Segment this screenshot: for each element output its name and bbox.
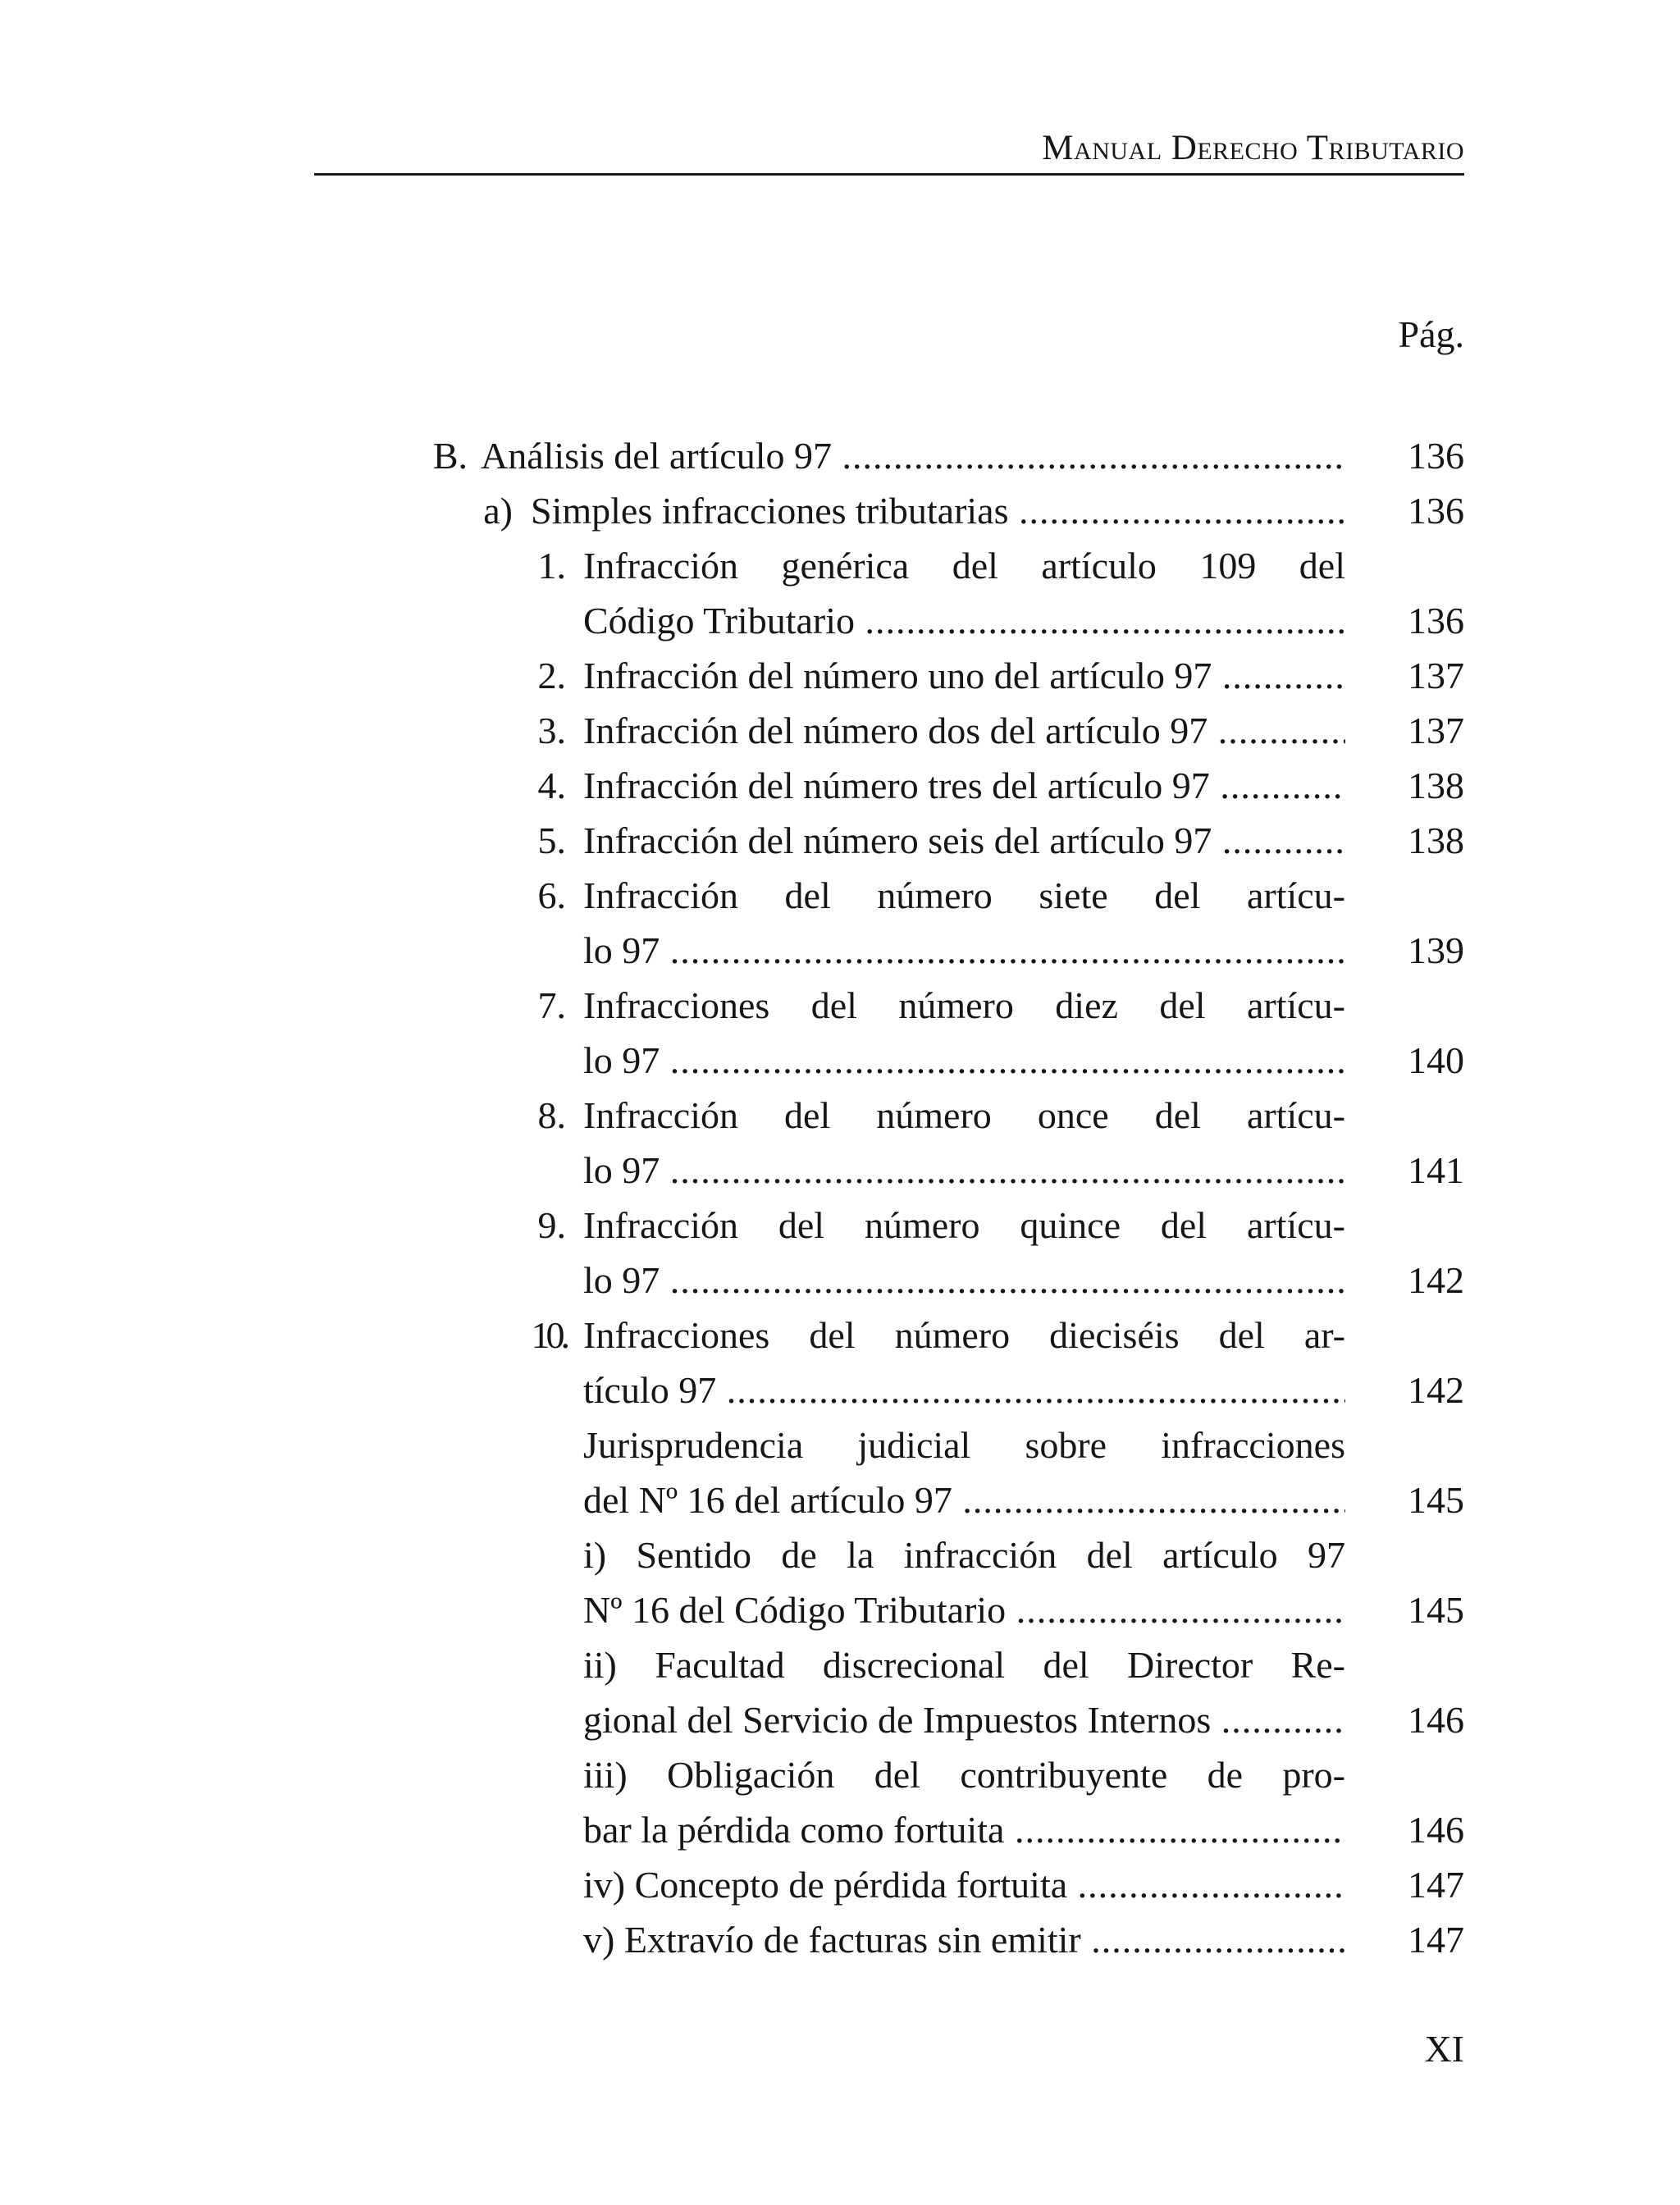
toc-entry-page: 142 [1408,1369,1464,1411]
toc-entry-title: tículo 97 ..... [583,1363,1345,1418]
toc-entry-title: bar la pérdida como fortuita ..... [583,1802,1345,1857]
toc-entry-number: 8. [537,1094,566,1136]
toc-entry-row-continued [0,868,1680,923]
toc-entry-row [0,1582,1680,1637]
toc-entry-row-continued [0,538,1680,593]
toc-entry-title: iii) Obligación del contribuyente de pro- [583,1754,1345,1796]
toc-entry-page: 146 [1408,1699,1464,1741]
toc-entry-title: Jurisprudencia judicial sobre infracciones [583,1424,1345,1466]
toc-entry-page: 145 [1408,1479,1464,1521]
toc-entry-title: Simples infracciones tributarias ..... [531,483,1345,538]
toc-entry-number: 6. [537,874,566,916]
toc-entry-row [0,1143,1680,1198]
toc-entry-title: v) Extravío de facturas sin emitir ..... [583,1912,1345,1967]
toc-entry-page: 138 [1408,819,1464,861]
toc-entry-title: Infracción del número seis del artículo 97 ..... [583,813,1345,868]
toc-entry-row [0,483,1680,538]
page-column-label: Pág. [1398,313,1464,355]
toc-entry-page: 136 [1408,600,1464,641]
toc-entry-title: i) Sentido de la infracción del artículo 97 [583,1534,1345,1576]
toc-entry-number: 2. [537,655,566,696]
toc-entry-page: 137 [1408,710,1464,751]
toc-entry-number: B. [432,435,468,477]
toc-entry-page: 145 [1408,1589,1464,1631]
toc-entry-title: ii) Facultad discrecional del Director Re- [583,1644,1345,1686]
toc-entry-page: 146 [1408,1809,1464,1851]
toc-entry-row-continued [0,1637,1680,1692]
toc-entry-page: 147 [1408,1864,1464,1906]
toc-entry-row [0,593,1680,648]
toc-entry-row [0,428,1680,483]
toc-entry-row [0,1363,1680,1418]
toc-entry-title: lo 97 ..... [583,1143,1345,1198]
toc-entry-page: 141 [1408,1149,1464,1191]
toc-entry-title: Infracción del número dos del artículo 97 ..... [583,703,1345,758]
toc-entry-row [0,648,1680,703]
toc-entry-page: 147 [1408,1919,1464,1961]
toc-entry-row [0,1802,1680,1857]
toc-entry-row [0,923,1680,978]
toc-entry-title: iv) Concepto de pérdida fortuita ..... [583,1857,1345,1912]
toc-entry-row [0,813,1680,868]
toc-entry-row-continued [0,1747,1680,1802]
page-folio: XI [1424,2028,1464,2070]
toc-entry-row-continued [0,978,1680,1033]
toc-entry-number: 4. [537,765,566,806]
toc-entry-row [0,1472,1680,1527]
toc-entry-page: 136 [1408,490,1464,532]
toc-entry-row-continued [0,1198,1680,1253]
toc-entry-title: Código Tributario ..... [583,593,1345,648]
toc-entry-title: Infracción del número quince del artícu- [583,1204,1345,1246]
toc-entry-number: 7. [537,984,566,1026]
toc-entry-title: Infracciones del número dieciséis del ar- [583,1314,1345,1356]
toc-entry-title: Infracción del número siete del artícu- [583,874,1345,916]
toc-entry-title: lo 97 ..... [583,923,1345,978]
toc-entry-page: 136 [1408,435,1464,477]
toc-entry-title: Análisis del artículo 97 ..... [481,428,1345,483]
toc-entry-number: 9. [537,1204,566,1246]
toc-entry-page: 142 [1408,1259,1464,1301]
toc-entry-row [0,1253,1680,1308]
toc-entry-page: 137 [1408,655,1464,696]
running-head: Manual Derecho Tributario [1042,129,1464,167]
toc-entry-title: Infracción del número tres del artículo 97 ..... [583,758,1345,813]
toc-entry-title: Nº 16 del Código Tributario ..... [583,1582,1345,1637]
toc-entry-number: a) [483,490,513,532]
toc-entry-number: 10. [531,1314,566,1356]
toc-entry-title: gional del Servicio de Impuestos Internos ..... [583,1692,1345,1747]
toc-entry-row [0,1912,1680,1967]
toc-entry-page: 138 [1408,765,1464,806]
toc-entry-row-continued [0,1088,1680,1143]
toc-entry-row [0,1692,1680,1747]
toc-entry-page: 140 [1408,1039,1464,1081]
toc-entry-page: 139 [1408,929,1464,971]
table-of-contents [0,428,1680,1967]
toc-entry-row [0,1857,1680,1912]
toc-entry-row-continued [0,1418,1680,1472]
toc-entry-row-continued [0,1527,1680,1582]
header-rule [314,173,1464,176]
toc-entry-title: lo 97 ..... [583,1033,1345,1088]
toc-entry-row [0,758,1680,813]
toc-entry-number: 3. [537,710,566,751]
toc-entry-title: lo 97 ..... [583,1253,1345,1308]
toc-entry-title: Infracción del número uno del artículo 97 ..... [583,648,1345,703]
toc-entry-title: Infracciones del número diez del artícu- [583,984,1345,1026]
toc-entry-title: del Nº 16 del artículo 97 ..... [583,1472,1345,1527]
toc-entry-row [0,703,1680,758]
toc-entry-row [0,1033,1680,1088]
toc-entry-title: Infracción del número once del artícu- [583,1094,1345,1136]
toc-entry-number: 1. [537,545,566,587]
toc-entry-number: 5. [537,819,566,861]
toc-entry-row-continued [0,1308,1680,1363]
toc-entry-title: Infracción genérica del artículo 109 del [583,545,1345,587]
